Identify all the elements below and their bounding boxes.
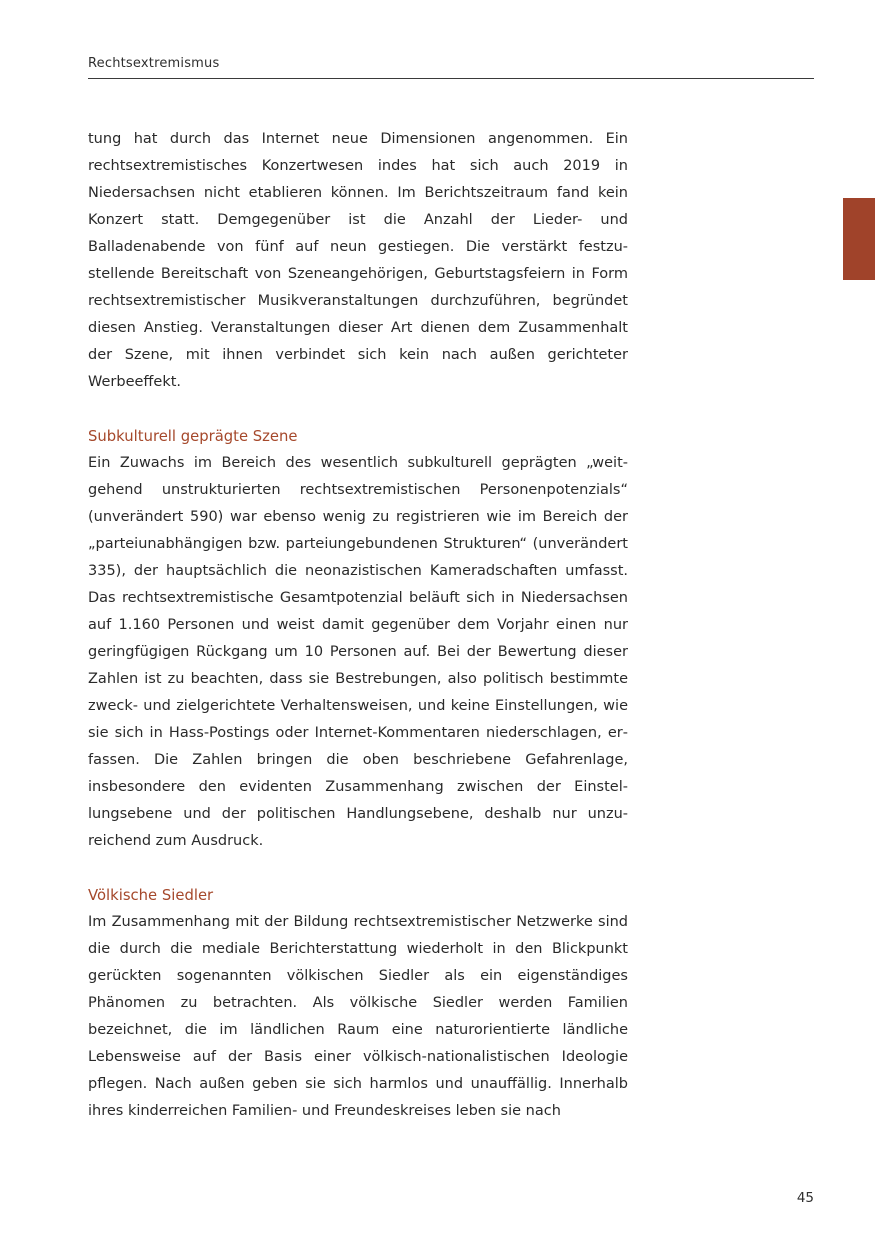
section-paragraph-voelkische-siedler: Im Zusammenhang mit der Bildung rechtsextremistischer Netzwerke sind die durch die mediale Berichterstattung wiederholt in den Blickpunkt gerückten sogenannten völkischen Siedler als ein eigenständiges Phänomen zu betrachten. Als völkische Siedler werden Familien bezeichnet, die im ländlichen Raum eine naturorientierte ländliche Lebensweise auf der Basis einer völkisch-nationalistischen Ideologie pflegen. Nach außen geben sie sich harmlos und unauffällig. Innerhalb ihres kinderreichen Familien- und Freundeskreises leben sie nach <box>88 914 628 1119</box>
page-number: 45 <box>796 1190 814 1206</box>
section-heading-voelkische-siedler: Völkische Siedler <box>88 887 214 904</box>
header-divider <box>88 78 814 79</box>
page-body <box>88 126 628 1125</box>
chapter-thumb-tab <box>843 198 875 280</box>
section-paragraph-subkulturell: Ein Zuwachs im Bereich des wesentlich subkulturell geprägten „weitgehend unstrukturierten rechtsextremistischen Personenpotenzials“ (unverändert 590) war ebenso wenig zu registrieren wie im Bereich der „parteiunabhängigen bzw. parteiungebundenen Strukturen“ (unverändert 335), der hauptsächlich die neonazistischen Kameradschaften umfasst. Das rechtsextremistische Gesamtpotenzial beläuft sich in Niedersachsen auf 1.160 Personen und weist damit gegenüber dem Vorjahr einen nur geringfügigen Rückgang um 10 Personen auf. Bei der Bewertung dieser Zahlen ist zu beachten, dass sie Bestrebungen, also politisch bestimmte zweck- und zielgerichtete Verhaltensweisen, und keine Einstellungen, wie sie sich in Hass-Postings oder Internet-Kommentaren niederschlagen, erfassen. Die Zahlen bringen die oben beschriebene Gefahrenlage, insbesondere den evidenten Zusammenhang zwischen der Einstellungsebene und der politischen Handlungsebene, deshalb nur unzureichend zum Ausdruck. <box>88 455 628 849</box>
section-heading-subkulturell: Subkulturell geprägte Szene <box>88 428 298 445</box>
intro-paragraph: tung hat durch das Internet neue Dimensionen angenommen. Ein rechtsextremistisches Konzertwesen indes hat sich auch 2019 in Niedersachsen nicht etablieren können. Im Berichtszeitraum fand kein Konzert statt. Demgegenüber ist die Anzahl der Lieder- und Balladenabende von fünf auf neun gestiegen. Die verstärkt festzustellende Bereitschaft von Szeneangehörigen, Geburtstagsfeiern in Form rechtsextremistischer Musikveranstaltungen durchzuführen, begründet diesen Anstieg. Veranstaltungen dieser Art dienen dem Zusammenhalt der Szene, mit ihnen verbindet sich kein nach außen gerichteter Werbeeffekt. <box>88 131 628 390</box>
running-head-title: Rechtsextremismus <box>88 56 220 71</box>
